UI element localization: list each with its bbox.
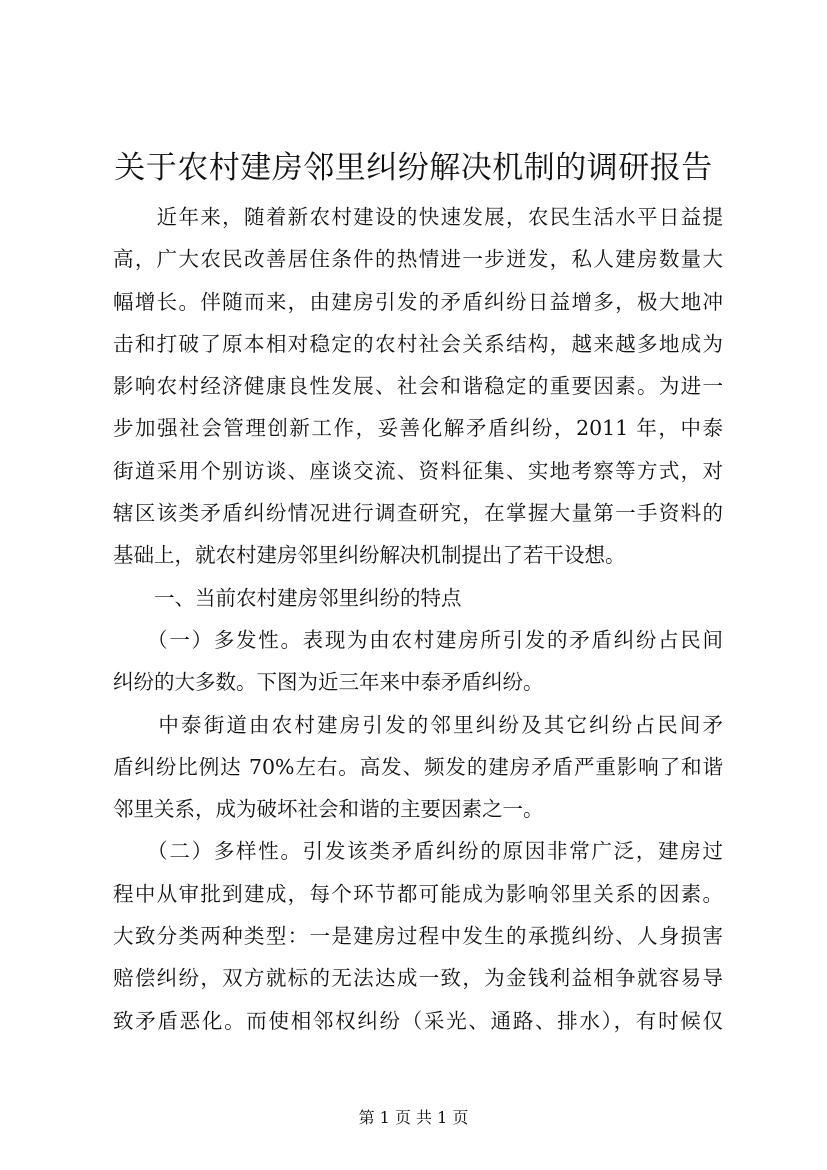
body-line: 大致分类两种类型：一是建房过程中发生的承揽纠纷、人身损害	[113, 924, 723, 949]
document-body	[113, 196, 723, 1042]
body-line: 致矛盾恶化。而使相邻权纠纷（采光、通路、排水），有时候仅	[113, 1008, 723, 1033]
body-line: 纠纷的大多数。下图为近三年来中泰矛盾纠纷。	[113, 670, 544, 695]
body-line: 程中从审批到建成，每个环节都可能成为影响邻里关系的因素。	[113, 881, 723, 906]
body-line: 一、当前农村建房邻里纠纷的特点	[113, 585, 462, 610]
body-line: 街道采用个别访谈、座谈交流、资料征集、实地考察等方式，对	[113, 458, 723, 483]
body-line: 基础上，就农村建房邻里纠纷解决机制提出了若干设想。	[113, 543, 626, 568]
page-footer: 第 1 页 共 1 页	[358, 1108, 469, 1127]
body-line: 盾纠纷比例达 70%左右。高发、频发的建房矛盾严重影响了和谐	[113, 754, 723, 779]
body-line: 邻里关系，成为破坏社会和谐的主要因素之一。	[113, 797, 544, 822]
body-line: 辖区该类矛盾纠纷情况进行调查研究，在掌握大量第一手资料的	[113, 501, 723, 526]
document-title: 关于农村建房邻里纠纷解决机制的调研报告	[114, 150, 713, 186]
body-line: 影响农村经济健康良性发展、社会和谐稳定的重要因素。为进一	[113, 374, 723, 399]
body-line: （二）多样性。引发该类矛盾纠纷的原因非常广泛，建房过	[113, 839, 723, 864]
body-line: 近年来，随着新农村建设的快速发展，农民生活水平日益提	[113, 205, 723, 229]
body-line: 幅增长。伴随而来，由建房引发的矛盾纠纷日益增多，极大地冲	[113, 289, 723, 314]
body-line: （一）多发性。表现为由农村建房所引发的矛盾纠纷占民间	[113, 627, 723, 652]
body-line: 中泰街道由农村建房引发的邻里纠纷及其它纠纷占民间矛	[113, 712, 723, 737]
body-line: 赔偿纠纷，双方就标的无法达成一致，为金钱利益相争就容易导	[113, 966, 723, 991]
body-line: 击和打破了原本相对稳定的农村社会关系结构，越来越多地成为	[113, 331, 723, 356]
body-line: 步加强社会管理创新工作，妥善化解矛盾纠纷，2011 年，中泰	[113, 416, 723, 441]
body-line: 高，广大农民改善居住条件的热情进一步迸发，私人建房数量大	[113, 247, 723, 272]
